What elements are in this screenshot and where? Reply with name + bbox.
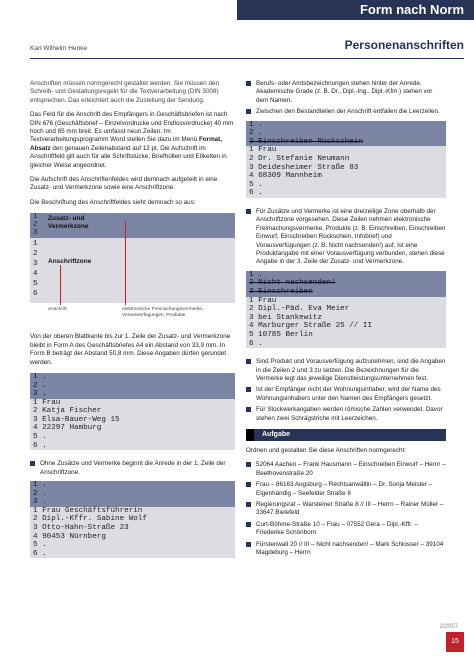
listing-line: 1 Frau (249, 296, 277, 305)
zone-line-number: 2 (33, 250, 38, 259)
listing-line: 3 Deidesheimer Straße 83 (249, 163, 359, 172)
address-example-hamburg (30, 373, 235, 450)
bullet-marker (246, 209, 251, 214)
bullet-marker (30, 461, 35, 466)
listing-line: 3 Elsa-Bauer-Weg 15 (33, 415, 120, 424)
listing-line: 6 . (249, 189, 263, 198)
listing-line: 1 . (246, 121, 446, 130)
anschrift-arrow (60, 265, 61, 305)
listing-line: 4 68309 Mannheim (249, 172, 322, 181)
section-title: Personenanschriften (344, 38, 464, 52)
listing-line: 2 Dipl.-Kffr. Sabine Wolf (33, 515, 147, 524)
listing-line: 1 . (246, 271, 446, 280)
distance-paragraph: Von der oberen Blattkante bis zur 1. Zeile der Zusatz- und Vermerkzone bleibt in Form A des Geschäftsbriefes A4 ein Abstand von 33,9 mm. In Form B beträgt der Abstand 50,8 mm. Diese Angaben dürfen gerundet werden. (30, 333, 231, 366)
bullet-item: Ohne Zusätze und Vermerke beginnt die Anrede in der 1. Zeile der Anschriftzone. (30, 460, 235, 477)
task-item: Fürstenwall 20 // III – Nicht nachsenden! – Mark Schlosser – 39104 Magdeburg – Herrn (246, 541, 446, 558)
bullet-item: Für Stockwerkangaben werden römische Zahlen verwendet. Davor stehen zwei Schrägstriche mit Leerzeichen. (246, 406, 446, 423)
footer-date: 2/2007 (439, 624, 458, 630)
bullet-item: Ist der Empfänger nicht der Wohnungsinhaber, wird der Name des Wohnungsinhabers unter den Namen des Empfängers gesetzt. (246, 386, 446, 403)
listing-line: 2 . (246, 129, 446, 138)
listing-line: 1 . (30, 373, 235, 382)
zone-line-number: 6 (33, 290, 38, 299)
zusatz-arrow (125, 221, 126, 305)
left-column (30, 80, 235, 568)
address-example-nuernberg (30, 481, 235, 558)
din-paragraph: Das Feld für die Anschrift des Empfängers in Geschäftsbriefen ist nach DIN 676 (Geschäftsbrief – Einzelvordrucke und Endlosvordrucke) 40 mm hoch und 85 mm breit. Es umfasst neun Zeilen. Im Textverarbeitungsprogramm Word stellen Sie dazu im Menü Format, Absatz den genauen Zeilenabstand auf 12 pt. Die Aufschrift im Anschriftfeld gilt auch für alle Schriftstücke, Briefhüllen und Etiketten in gleicher Weise angeordnet. (30, 111, 234, 169)
listing-line: 1 Frau (33, 398, 61, 407)
address-example-berlin (246, 271, 446, 348)
listing-line: 2 Nicht nachsenden! (246, 279, 446, 288)
listing-line: 6 . (33, 549, 47, 558)
task-item: Curt-Böhme-Straße 10 – Frau – 07552 Gera – Dipl.-Kffr. – Friederike Schönborn (246, 521, 446, 538)
listing-line: 4 90453 Nürnberg (33, 532, 106, 541)
bullet-item: Berufs- oder Amtsbezeichnungen stehen hinter der Anrede. Akademische Grade (z. B. Dr., Dipl.-Ing., Dipl.-Kfm.) stehen vor dem Namen. (246, 80, 446, 105)
bullet-marker (246, 109, 251, 114)
address-field-diagram (30, 213, 235, 325)
listing-line: 5 . (33, 433, 47, 442)
page-number: 15 (446, 632, 464, 652)
task-item: Regierungsrat – Warsteiner Straße 8 // III – Herrn – Rainer Müller – 33647 Bielefeld (246, 501, 446, 518)
author: Karl Wilhelm Henke (30, 45, 88, 52)
zone-line-number: 2 (33, 221, 38, 230)
zone-line-number: 1 (33, 240, 38, 249)
bullet-item: Sind Produkt und Vorausverfügung aufzunehmen, sind die Angaben in die Zeilen 2 und 3 zu setzen. Die Bezeichnungen für die Vermerke legt das jeweilige Dienstleistungsunternehmen fest. (246, 358, 446, 383)
bullet-marker (246, 359, 251, 364)
bullet-item: Für Zusätze und Vermerke ist eine dreizeilige Zone oberhalb der Anschriftzone vorgesehen. Diese Zeilen nehmen elektronische Freimachungsvermerke, Produkte (z. B. Einschreiben, Einschreiben Einwurf, Einschreiben Rückschein, Infobrief) und Vorausverfügungen (z. B. Nicht nachsenden!) auf. Ist eine Produktangabe mit einer Vorausverfügung verbunden, stehen diese Angabe in der 3. Zeile der Zusatz- und Vermerkzone. (246, 208, 446, 267)
zone-line-number: 4 (33, 270, 38, 279)
bullet-item: Zwischen den Bestandteilen der Anschrift entfallen die Leerzeilen. (246, 108, 446, 116)
aufgabe-heading: Aufgabe (246, 429, 446, 441)
listing-line: 3 Otto-Hahn-Straße 23 (33, 524, 129, 533)
listing-line: 1 . (30, 481, 235, 490)
bullet-marker (246, 407, 251, 412)
listing-line: 1 Frau (249, 146, 277, 155)
listing-line: 2 Dipl.-Päd. Eva Meier (249, 305, 350, 314)
aufgabe-intro: Ordnen und gestalten Sie diese Anschriften normgerecht: (246, 447, 406, 454)
listing-line: 5 10785 Berlin (249, 330, 313, 339)
listing-line: 3 bei Stankewitz (249, 313, 322, 322)
listing-line: 6 . (33, 441, 47, 450)
listing-line: 3 . (30, 390, 235, 399)
zusatz-zone-label: Zusatz- und Vermerkzone (48, 215, 89, 231)
zone-line-number: 3 (33, 260, 38, 269)
listing-line: 1 Frau Geschäftsführerin (33, 506, 143, 515)
listing-line: 3 Einschreiben Rückschein (246, 138, 446, 147)
address-example-mannheim (246, 121, 446, 198)
caption-anschrift: Anschrift (48, 307, 67, 313)
intro-paragraph: Anschriften müssen normgerecht gestaltet werden. Sie müssen den Schreib- und Gestaltungsregeln für die Textverarbeitung (DIN 5008) entsprechen. Das erleichtert auch die Zustellung der Sendung. (30, 80, 220, 104)
task-item: Frau – 86163 Augsburg – Rechtsanwältin – Dr. Sonja Meister – Eigenhändig – Seefelder Straße 8 (246, 481, 446, 498)
caption-vermerke: elektronische Freimachungsvermerke, Vorausverfügungen, Produkte (122, 307, 204, 318)
listing-line: 2 . (30, 490, 235, 499)
listing-line: 2 Katja Fischer (33, 407, 102, 416)
listing-line: 5 . (249, 180, 263, 189)
bullet-marker (246, 542, 251, 547)
bullet-marker (246, 522, 251, 527)
bullet-marker (246, 502, 251, 507)
header-rule (30, 58, 464, 59)
bullet-marker (246, 482, 251, 487)
aufgabe-marker (246, 429, 254, 441)
anschrift-zone-label: Anschriftzone (48, 258, 92, 266)
listing-line: 5 . (33, 541, 47, 550)
listing-line: 3 . (30, 498, 235, 507)
zone-line-number: 5 (33, 280, 38, 289)
right-column (246, 80, 446, 560)
listing-line: 6 . (249, 339, 263, 348)
bullet-marker (246, 81, 251, 86)
listing-line: 2 . (30, 382, 235, 391)
bullet-marker (246, 387, 251, 392)
listing-line: 3 Einschreiben (246, 288, 446, 297)
task-item: 52064 Aachen – Frank Hausmann – Einschreiben Einwurf – Herrn – Beethovenstraße 20 (246, 461, 446, 478)
zone-line-number: 1 (33, 213, 38, 222)
listing-line: 2 Dr. Stefanie Neumann (249, 155, 350, 163)
zone-line-number: 3 (33, 229, 38, 238)
bullet-marker (246, 462, 251, 467)
zone-paragraph: Die Aufschrift des Anschriftenfeldes wird demnach aufgeteilt in eine Zusatz- und Vermerkzone sowie eine Anschriftzone. (30, 176, 218, 192)
listing-line: 4 22297 Hamburg (33, 424, 102, 433)
listing-line: 4 Marburger Straße 25 // II (249, 322, 373, 331)
diagram-intro: Die Beschriftung des Anschriftfeldes sieht demnach so aus: (30, 198, 196, 206)
header-title: Form nach Norm (237, 0, 474, 20)
